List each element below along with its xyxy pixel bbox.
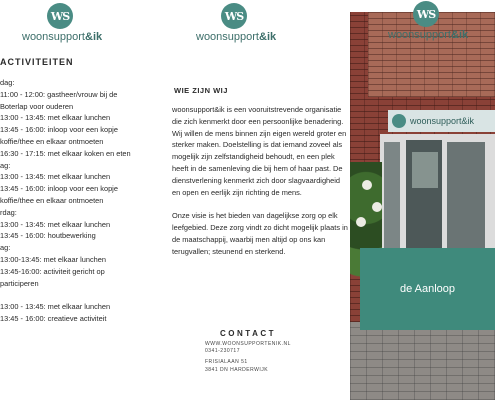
activity-line: koffie/thee en elkaar ontmoeten xyxy=(0,136,104,146)
about-title: WIE ZIJN WIJ xyxy=(174,86,228,95)
logo-wordmark: woonsupport&ik xyxy=(22,31,103,43)
brand-logo xyxy=(22,3,103,43)
activity-line: 13:45 - 16:00: inloop voor een kopje xyxy=(0,184,118,194)
storefront-photo xyxy=(350,12,495,400)
activity-line: 13:00 - 13:45: met elkaar lunchen xyxy=(0,302,111,312)
caption-box xyxy=(360,248,495,330)
storefront-sign-text: woonsupport&ik xyxy=(410,116,475,126)
activity-line: 13:00 - 13:45: met elkaar lunchen xyxy=(0,172,111,182)
activities-title: ACTIVITEITEN xyxy=(0,57,74,67)
contact-title: CONTACT xyxy=(220,329,277,338)
activity-line: 11:00 - 12:00: gastheer/vrouw bij de xyxy=(0,89,118,99)
activity-line: 13:00 - 13:45: met elkaar lunchen xyxy=(0,113,111,123)
storefront-sign xyxy=(388,110,495,132)
brand-logo xyxy=(388,1,469,41)
activity-line: dag: xyxy=(0,78,15,87)
activities-list xyxy=(0,77,160,325)
activity-line: 13:45 - 16:00: inloop voor een kopje xyxy=(0,125,118,135)
logo-monogram-icon: WS xyxy=(413,1,439,27)
flower xyxy=(372,202,382,212)
door-reflection xyxy=(412,152,438,188)
about-paragraph: woonsupport&ik is een vooruitstrevende organisatie die zich kenmerkt door een persoonlijke benadering. Wij willen de mens binnen zijn eigen wereld groter en sterker maken. Doelstelling is dat iemand zoveel als mogelijk zijn zelfstandigheid behoudt, en een plek heeft in de samenleving die bij hem of haar past. De dienstverlening kenmerkt zich door slagvaardigheid en open en eerlijk zijn richting de mens. xyxy=(172,105,347,197)
activity-line: 13:00 - 13:45: met elkaar lunchen xyxy=(0,219,111,229)
logo-wordmark: woonsupport&ik xyxy=(388,29,469,41)
activity-line: rdag: xyxy=(0,207,17,217)
activity-line: ag: xyxy=(0,160,11,170)
flower xyxy=(356,217,366,227)
pavement xyxy=(350,322,495,400)
logo-monogram-icon: WS xyxy=(47,3,73,29)
logo-monogram-icon: WS xyxy=(221,3,247,29)
brand-logo xyxy=(196,3,277,43)
contact-street: FRISIALAAN 51 xyxy=(205,359,248,366)
activity-line: koffie/thee en elkaar ontmoeten xyxy=(0,195,104,205)
logo-wordmark: woonsupport&ik xyxy=(196,31,277,43)
contact-details xyxy=(205,341,291,374)
activity-line: 13:00-13:45: met elkaar lunchen xyxy=(0,254,107,264)
contact-website[interactable]: WWW.WOONSUPPORTENIK.NL xyxy=(205,341,291,347)
sign-logo-icon xyxy=(392,114,406,128)
contact-city: 3841 DN HARDERWIJK xyxy=(205,366,269,373)
contact-phone: 0341-230717 xyxy=(205,348,240,355)
activity-line: participeren xyxy=(0,278,39,288)
activity-line: 13:45 - 16:00: houtbewerking xyxy=(0,231,96,241)
activity-line: 13:45-16:00: activiteit gericht op xyxy=(0,266,105,276)
activity-line: Boterlap voor ouderen xyxy=(0,101,74,111)
activity-line: ag: xyxy=(0,243,11,253)
window-pane xyxy=(384,142,400,257)
about-paragraph: Onze visie is het bieden van dagelijkse zorg op elk leefgebied. Deze zorg vindt zo dicht mogelijk plaats in de maatschappij, waarbij men altijd op ons kan terugvallen; steunend en sterkend. xyxy=(172,211,348,256)
activity-line: 16:30 - 17:15: met elkaar koken en eten xyxy=(0,148,131,158)
about-text xyxy=(172,104,350,269)
window-pane xyxy=(447,142,485,262)
activity-line: 13:45 - 16:00: creatieve activiteit xyxy=(0,313,107,323)
caption-text: de Aanloop xyxy=(399,283,456,295)
flower xyxy=(362,180,372,190)
activity-line xyxy=(0,289,160,301)
